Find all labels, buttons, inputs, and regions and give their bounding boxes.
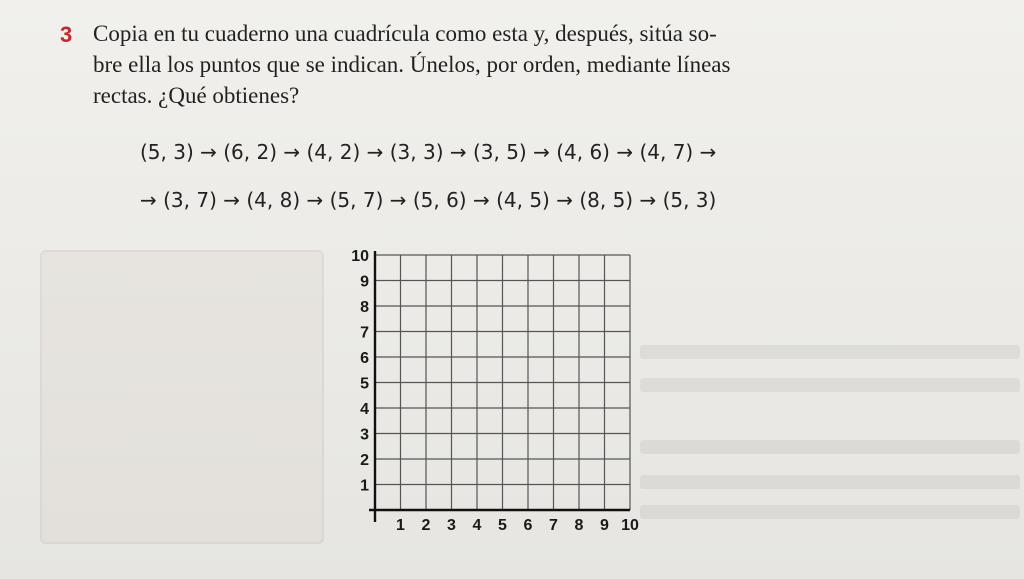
x-tick-label: 6 — [523, 517, 533, 534]
coordinate-grid-svg — [330, 238, 660, 538]
bleed-through-text — [640, 345, 1020, 359]
bleed-through-text — [640, 378, 1020, 392]
x-tick-label: 3 — [447, 517, 456, 534]
x-tick-label: 7 — [549, 517, 558, 534]
x-tick-label: 9 — [600, 517, 609, 534]
x-tick-label: 10 — [621, 517, 639, 534]
x-tick-label: 8 — [574, 517, 584, 534]
x-tick-label: 5 — [498, 517, 507, 534]
y-tick-label: 7 — [360, 324, 369, 342]
y-tick-label: 6 — [360, 350, 369, 367]
y-tick-label: 3 — [360, 426, 369, 444]
bleed-through-text — [640, 440, 1020, 454]
y-tick-label: 4 — [360, 401, 369, 418]
exercise-statement — [93, 18, 943, 111]
statement-line: rectas. ¿Qué obtienes? — [93, 83, 300, 108]
bleed-through-text — [640, 505, 1020, 519]
y-tick-label: 5 — [360, 375, 369, 393]
point-sequence-line-2: → (3, 7) → (4, 8) → (5, 7) → (5, 6) → (4, 5) → (8, 5) → (5, 3) — [140, 188, 717, 212]
y-tick-label: 2 — [360, 452, 369, 469]
y-tick-label: 8 — [360, 299, 369, 316]
bleed-through-text — [640, 475, 1020, 489]
statement-line: Copia en tu cuaderno una cuadrícula como esta y, después, sitúa so- — [93, 21, 717, 46]
bleed-through-illustration — [40, 250, 324, 544]
y-tick-label: 9 — [360, 273, 369, 291]
x-tick-label: 4 — [472, 517, 482, 534]
x-tick-label: 2 — [421, 517, 431, 534]
point-sequence-line-1: (5, 3) → (6, 2) → (4, 2) → (3, 3) → (3, 5) → (4, 6) → (4, 7) → — [140, 140, 717, 164]
statement-line: bre ella los puntos que se indican. Únelos, por orden, mediante líneas — [93, 52, 731, 77]
exercise-number: 3 — [60, 22, 73, 47]
y-tick-label: 10 — [351, 248, 369, 265]
y-tick-label: 1 — [360, 477, 369, 495]
x-tick-label: 1 — [396, 517, 405, 534]
coordinate-grid — [330, 238, 660, 538]
